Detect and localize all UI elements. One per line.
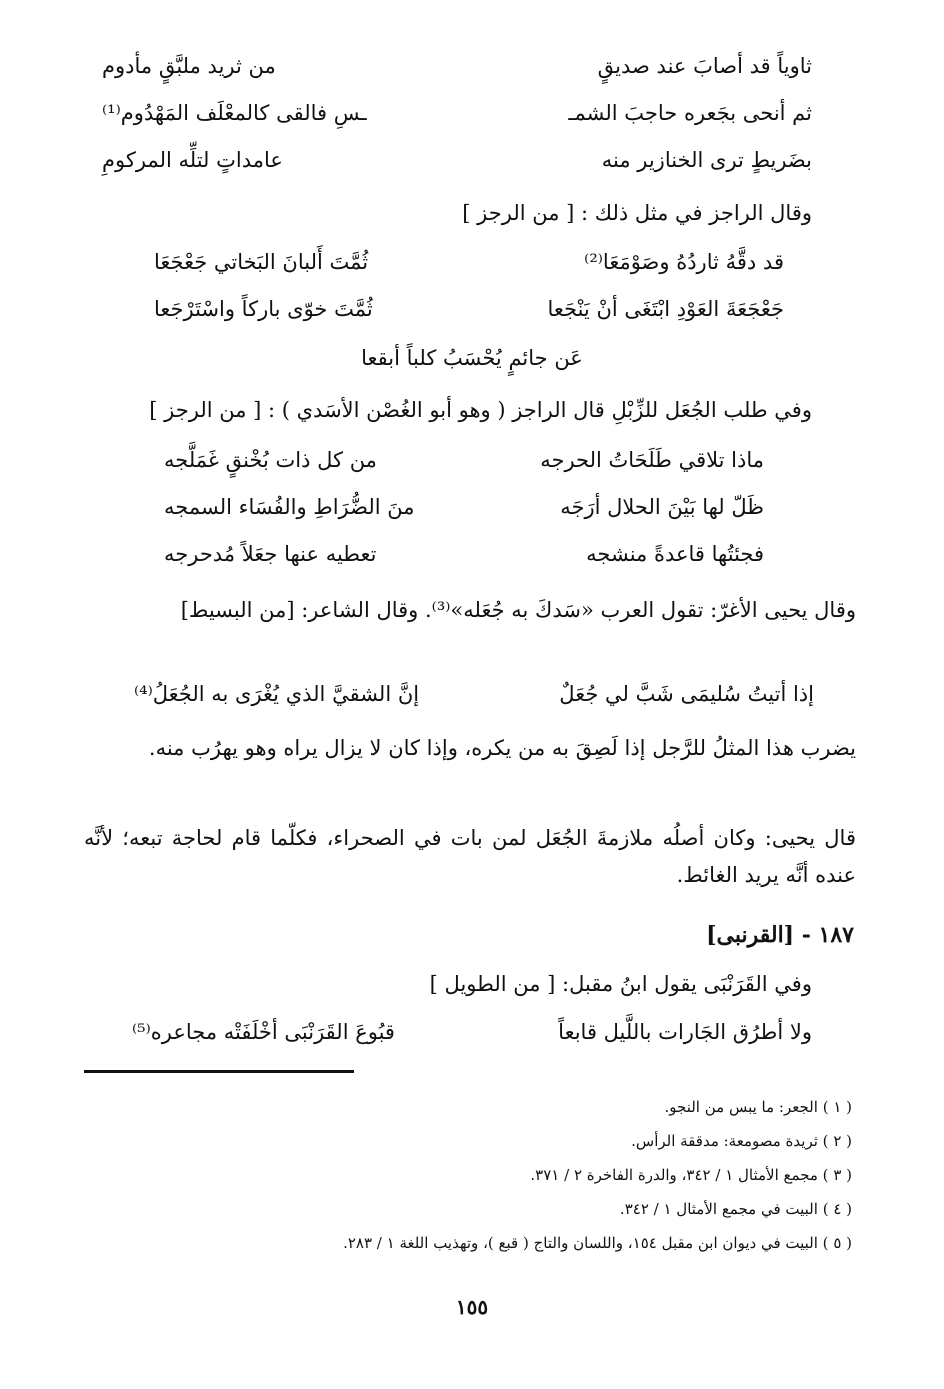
footnote: ( ٥ ) البيت في ديوان ابن مقبل ١٥٤، واللسان والتاج ( قبع )، وتهذيب اللغة ١ / ٢٨٣. bbox=[343, 1234, 852, 1252]
verse-line bbox=[164, 544, 764, 580]
verse-second-hemistich: ثُمَّتَ خوّى باركاً واسْتَرْجَعا bbox=[154, 297, 373, 321]
verse-first-hemistich: بضَريطٍ ترى الخنازير منه bbox=[601, 148, 812, 172]
verse-line bbox=[154, 299, 784, 335]
verse-second-hemistich: ثُمَّتَ أَلبانَ البَخاتي جَعْجَعَا bbox=[154, 250, 369, 274]
page-number: ١٥٥ bbox=[455, 1295, 489, 1319]
verse-line bbox=[102, 103, 812, 139]
verse-second-hemistich: إنَّ الشقيَّ الذي يُغْرَى به الجُعَلُ⁽⁴⁾ bbox=[134, 682, 420, 706]
footnote: ( ٢ ) ثريدة مصومعة: مدققة الرأس. bbox=[631, 1132, 852, 1150]
verse-first-hemistich: ولا أطرُق الجَارات باللَّيل قابعاً bbox=[558, 1020, 812, 1044]
intro-text: وفي طلب الجُعَل للزِّبْلِ قال الراجز ( وهو أبو الغُصْن الأسَدي ) : [ من الرجز ] bbox=[149, 398, 812, 422]
verse-first-hemistich: إذا أتيتُ سُليمَى شَبَّ لي جُعَلٌ bbox=[559, 682, 814, 706]
intro-text: وقال الراجز في مثل ذلك : [ من الرجز ] bbox=[462, 201, 812, 225]
verse-second-hemistich: تعطيه عنها جعَلاً مُدحرجه bbox=[164, 542, 377, 566]
verse-line bbox=[102, 56, 812, 92]
footnote: ( ٣ ) مجمع الأمثال ١ / ٣٤٢، والدرة الفاخرة ٢ / ٣٧١. bbox=[530, 1166, 852, 1184]
verse-first-hemistich: ماذا تلاقي طَلَحَاتُ الحرجه bbox=[540, 448, 764, 472]
verse-line bbox=[164, 450, 764, 486]
footnote: ( ١ ) الجعر: ما يبس من النجو. bbox=[664, 1098, 852, 1116]
verse-line bbox=[154, 252, 784, 288]
verse-first-hemistich: ثاوياً قد أصابَ عند صديقٍ bbox=[597, 54, 812, 78]
verse-first-hemistich: جَعْجَعَةَ العَوْدِ ابْتَغَى أنْ يَنْجَعا bbox=[547, 297, 784, 321]
verse-first-hemistich: ظَلّ لها بَيْنَ الحلال أرَجَه bbox=[560, 495, 764, 519]
prose-paragraph: وقال يحيى الأغرّ: تقول العرب «سَدكَ به جُعَله»⁽³⁾. وقال الشاعر: [من البسيط] bbox=[180, 598, 856, 622]
verse-first-hemistich: ثم أنحى بجَعره حاجبَ الشمـ bbox=[568, 101, 812, 125]
prose-paragraph: قال يحيى: وكان أصلُه ملازمةَ الجُعَل لمن بات في الصحراء، فكلّما قام لحاجة تبعه؛ لأنَّه عنده أنَّه يريد الغائط. bbox=[84, 826, 856, 887]
verse-line bbox=[132, 1022, 812, 1058]
verse-line bbox=[102, 150, 812, 186]
verse-first-hemistich: قد دقَّهُ ثاردُهُ وصَوْمَعَا⁽²⁾ bbox=[584, 250, 784, 274]
intro-text: وفي القَرَنْبَى يقول ابنُ مقبل: [ من الطويل ] bbox=[429, 972, 812, 996]
section-heading: ١٨٧ - [القرنبى] bbox=[706, 922, 854, 948]
verse-second-hemistich: من ثريد ملبَّقٍ مأدوم bbox=[102, 54, 276, 78]
verse-second-hemistich: ـسِ فالقى كالمعْلَف المَهْدُوم⁽¹⁾ bbox=[102, 101, 367, 125]
verse-second-hemistich: منَ الضُّرَاطِ والفُسَاء السمجه bbox=[164, 495, 415, 519]
prose-paragraph: يضرب هذا المثلُ للرَّجل إذا لَصِقَ به من يكره، وإذا كان لا يزال يراه وهو يهرُب منه. bbox=[148, 736, 856, 760]
footnote: ( ٤ ) البيت في مجمع الأمثال ١ / ٣٤٢. bbox=[619, 1200, 852, 1218]
footnote-separator bbox=[84, 1070, 354, 1073]
verse-second-hemistich: من كل ذات بُخْنقٍ غَمَلَّجه bbox=[164, 448, 377, 472]
verse-second-hemistich: عامداتٍ لتلِّه المركومِ bbox=[102, 148, 283, 172]
verse-single: عَن جائمٍ يُحْسَبُ كلباً أبقعا bbox=[361, 346, 583, 370]
verse-second-hemistich: قبُوعَ القَرَنْبَى أخْلَفَتْه مجاعره⁽⁵⁾ bbox=[132, 1020, 395, 1044]
verse-first-hemistich: فجئتُها قاعدةً منشجه bbox=[586, 542, 764, 566]
verse-line bbox=[164, 497, 764, 533]
verse-line bbox=[134, 684, 814, 720]
